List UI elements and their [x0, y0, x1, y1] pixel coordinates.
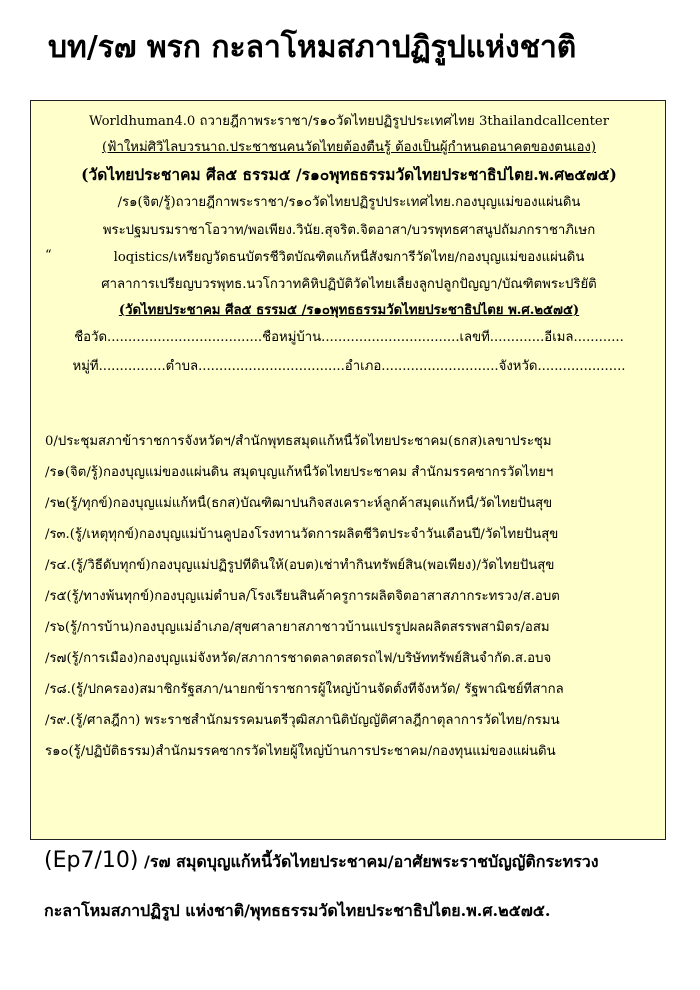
footer-line-1-text: /ร๗ สมุดบุญแก้หนี้วัดไทยประชาคม/อาศัยพระราชบัญญัติกระทรวง: [138, 852, 599, 871]
body-line-6: loqistics/เหรียญวัดธนบัตรชีวิตบัณฑิตแก้หนี้สังฆการีวัดไทย/กองบุญแม่ของแผ่นดิน: [113, 250, 585, 265]
body-line-4: /ร๑(จิต/รู้)ถวายฎีกาพระราชา/ร๑๐วัดไทยปฏิรูปประเทศไทย.กองบุญแม่ของแผ่นดิน: [117, 195, 581, 210]
body-line-5: พระปฐมบรมราชาโอวาท/พอเพียง.วินัย.สุจริต.จิตอาสา/บวรพุทธศาสนูปถัมภกราชาภิเษก: [102, 223, 596, 238]
form-line-2: หมู่ที่................ตำบล...................................อำเภอ............................จังหวัด.....................: [72, 359, 626, 374]
list-item: /ร๒(รู้/ทุกข์)กองบุญแม่แก้หนี้(ธกส)บัณฑิฒาปนกิจสงเคราะห์ลูกค้าสมุดแก้หนี้/วัดไทยปันสุข: [45, 496, 553, 511]
list-item: /ร๔.(รู้/วิธีดับทุกข์)กองบุญแม่ปฏิรูปที่ดินให้(อบต)เช่าทำกินทรัพย์สิน(พอเพียง)/วัดไทยปันสุข: [45, 558, 555, 573]
list-item: /ร๗(รู้/การเมือง)กองบุญแม่จังหวัด/สภาการชาดตลาดสดรถไฟ/บริษัททรัพย์สินจำกัด.ส.อบจ: [45, 651, 552, 666]
header-line-1: Worldhuman4.0 ถวายฎีกาพระราชา/ร๑๐วัดไทยปฏิรูปประเทศไทย 3thailandcallcenter: [88, 114, 610, 129]
list-item: /ร๑(จิต/รู้)กองบุญแม่ของแผ่นดิน สมุดบุญแก้หนี้วัดไทยประชาคม สำนักมรรคซากรวัดไทยฯ: [45, 465, 554, 480]
header-line-3: (วัดไทยประชาคม ศีล๕ ธรรม๕ /ร๑๐พุทธธรรมวัดไทยประชาธิปไตย.พ.ศ๒๕๗๕): [81, 166, 617, 184]
quote-mark: “: [45, 248, 52, 263]
content-box: [30, 100, 666, 840]
footer-line-2: กะลาโหมสภาปฏิรูป แห่งชาติ/พุทธธรรมวัดไทยประชาธิปไตย.พ.ศ.๒๕๗๕.: [44, 901, 551, 920]
list-item: /ร๘.(รู้/ปกครอง)สมาชิกรัฐสภา/นายกข้าราชการผู้ใหญ่บ้านจัดตั้งที่จังหวัด/ รัฐพาณิชย์ทีสากล: [45, 682, 564, 697]
list-item: /ร๕(รู้/ทางพ้นทุกข์)กองบุญแม่ตำบล/โรงเรียนสินค้าครูการผลิตจิตอาสาสภากระทรวง/ส.อบต: [45, 589, 560, 604]
form-line-1: ชื่อวัด.....................................ชื่อหมู่บ้าน.................................เลขที่.............อีเมล............: [74, 330, 624, 345]
footer-line-1: [44, 848, 684, 875]
list-item: /ร๓.(รู้/เหตุทุกข์)กองบุญแม่บ้านคูปองโรงทานวัดการผลิตชีวิตประจำวันเดือนปี/วัดไทยปันสุข: [45, 527, 559, 542]
episode-label: (Ep7/10): [44, 848, 139, 873]
list-item: 0/ประชุมสภาข้าราชการจังหวัดฯ/สำนักพุทธสมุดแก้หนี้วัดไทยประชาคม(ธกส)เลขาประชุม: [45, 434, 552, 449]
list-item: /ร๖(รู้/การบ้าน)กองบุญแม่อำเภอ/สุขศาลายาสภาชาวบ้านแปรรูปผลผลิตสรรพสามิตร/อสม: [45, 620, 550, 635]
list-item: ร๑๐(รู้/ปฏิบัติธรรม)สำนักมรรคซากรวัดไทยผู้ใหญ่บ้านการประชาคม/กองทุนแม่ของแผ่นดิน: [45, 744, 556, 759]
list-item: /ร๙.(รู้/ศาลฎีกา) พระราชสำนักมรรคมนตรีวุฒิสภานิติบัญญัติศาลฎีกาตุลาการวัดไทย/กรมน: [45, 713, 560, 728]
page-title: บท/ร๗ พรก กะลาโหมสภาปฏิรูปแห่งชาติ: [48, 30, 577, 65]
header-line-2: (ฟ้าใหม่ศิวิไลบวรนาถ.ประชาชนคนวัดไทยต้องตื่นรู้ ต้องเป็นผู้กำหนดอนาคตของตนเอง): [101, 140, 597, 155]
body-line-8: (วัดไทยประชาคม ศีล๕ ธรรม๕ /ร๑๐พุทธธรรมวัดไทยประชาธิปไตย พ.ศ.๒๕๗๕): [118, 303, 580, 318]
body-line-7: ศาลาการเปรียญบวรพุทธ.นวโกวาทคิหิปฏิบัติวัดไทยเลี้ยงลูกปลูกปัญญา/บัณฑิตพระปริยัติ: [101, 277, 597, 292]
